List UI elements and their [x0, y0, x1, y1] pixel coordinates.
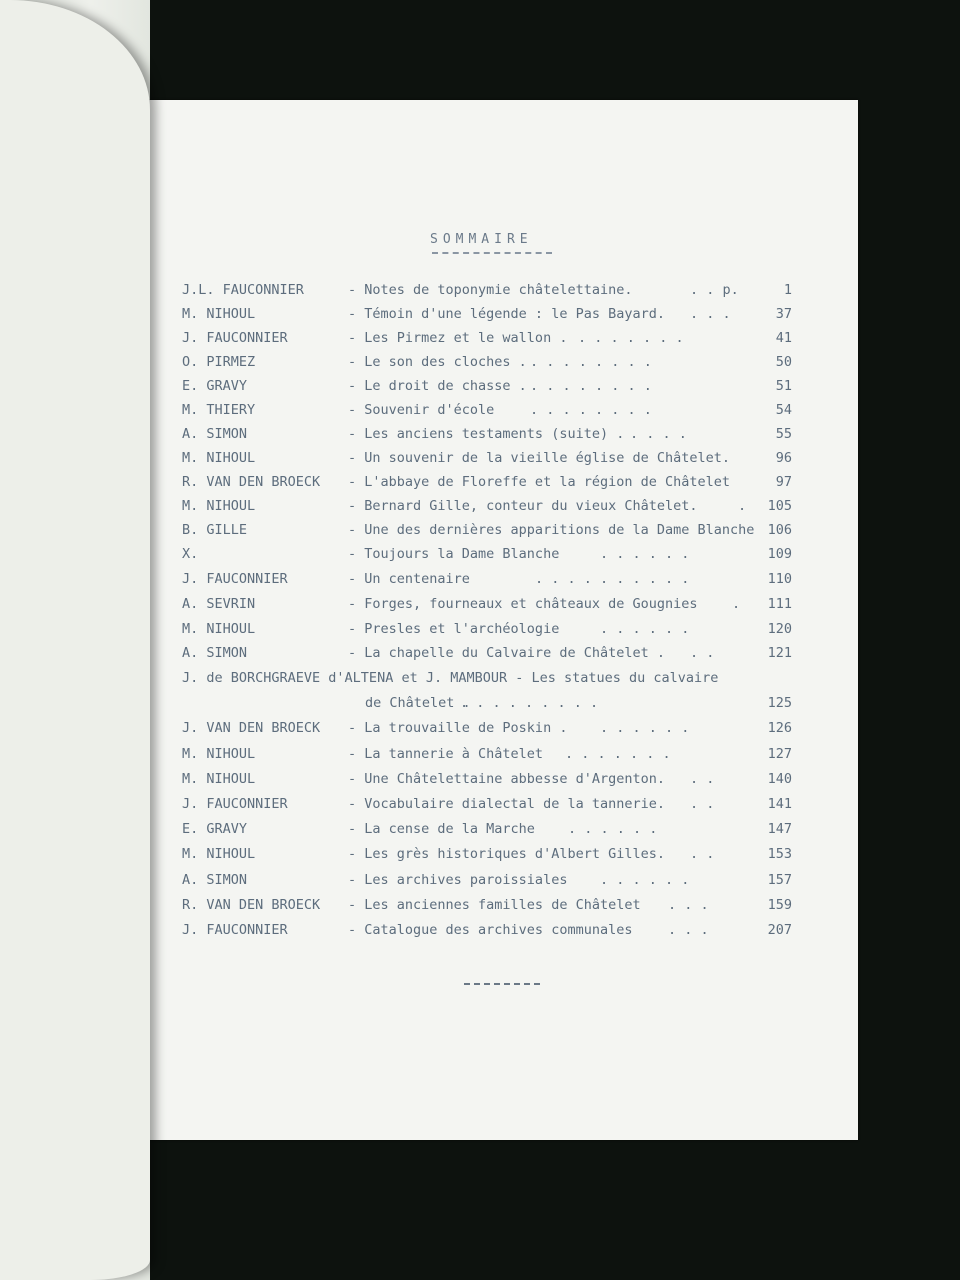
entry-leader-dots: . . .: [668, 897, 709, 913]
entry-page-number: 110: [767, 571, 792, 587]
entry-page-number: 140: [767, 771, 792, 787]
entry-page-number: 55: [775, 426, 792, 442]
entry-page-number: 125: [767, 695, 792, 711]
entry-title: - Vocabulaire dialectal de la tannerie.: [348, 796, 665, 812]
entry-author: J. de BORCHGRAEVE d'ALTENA et J. MAMBOUR - Les statues du calvaire: [182, 670, 719, 686]
toc-entry: [0, 474, 960, 494]
entry-leader-dots: . . . . . .: [600, 621, 690, 637]
entry-title: - Un souvenir de la vieille église de Châtelet.: [348, 450, 731, 466]
entry-author: A. SIMON: [182, 872, 248, 888]
toc-entry: [0, 402, 960, 422]
entry-author: R. VAN DEN BROECK: [182, 474, 321, 490]
entry-author: M. THIERY: [182, 402, 256, 418]
entry-page-number: 37: [775, 306, 792, 322]
toc-entry: [0, 621, 960, 641]
toc-entry: [0, 872, 960, 892]
entry-page-number: 111: [767, 596, 792, 612]
entry-leader-dots: . . . . . .: [600, 720, 690, 736]
toc-entry: [0, 546, 960, 566]
entry-author: E. GRAVY: [182, 378, 248, 394]
closing-rule: [464, 983, 540, 985]
toc-entry: [0, 498, 960, 518]
entry-author: A. SIMON: [182, 645, 248, 661]
entry-author: X.: [182, 546, 199, 562]
entry-title: - Toujours la Dame Blanche: [348, 546, 560, 562]
toc-entry: [0, 426, 960, 446]
entry-author: M. NIHOUL: [182, 771, 256, 787]
entry-page-number: 109: [767, 546, 792, 562]
entry-title: - La tannerie à Châtelet: [348, 746, 544, 762]
entry-title: - Notes de toponymie châtelettaine.: [348, 282, 633, 298]
entry-leader-dots: . . . . . .: [600, 546, 690, 562]
entry-leader-dots: . . . . . . . .: [530, 378, 652, 394]
entry-author: A. SIMON: [182, 426, 248, 442]
entry-page-number: 51: [775, 378, 792, 394]
entry-title: - L'abbaye de Floreffe et la région de Châtelet: [348, 474, 731, 490]
entry-title: - Les anciens testaments (suite) .: [348, 426, 625, 442]
entry-title: - La trouvaille de Poskin .: [348, 720, 568, 736]
entry-page-number: 159: [767, 897, 792, 913]
entry-author: B. GILLE: [182, 522, 248, 538]
toc-entry: [0, 670, 960, 690]
entry-page-number: 50: [775, 354, 792, 370]
entry-leader-dots: . . . . . .: [568, 821, 658, 837]
toc-entry: [0, 922, 960, 942]
entry-leader-dots: .: [732, 596, 741, 612]
entry-author: M. NIHOUL: [182, 846, 256, 862]
entry-leader-dots: . . . . . .: [600, 872, 690, 888]
entry-title: - Les grès historiques d'Albert Gilles.: [348, 846, 665, 862]
entry-leader-dots: .: [738, 498, 747, 514]
entry-title: de Châtelet .: [365, 695, 471, 711]
entry-page-number: 121: [767, 645, 792, 661]
toc-entry: [0, 746, 960, 766]
toc-entry: [0, 796, 960, 816]
entry-page-number: 127: [767, 746, 792, 762]
entry-title: - Le son des cloches .: [348, 354, 527, 370]
entry-title: - Une Châtelettaine abbesse d'Argenton.: [348, 771, 665, 787]
toc-entry: [0, 330, 960, 350]
entry-leader-dots: . . . . . . .: [578, 330, 684, 346]
entry-leader-dots: . . . . . . .: [565, 746, 671, 762]
toc-entry: [0, 846, 960, 866]
entry-title: - Les Pirmez et le wallon .: [348, 330, 568, 346]
entry-author: M. NIHOUL: [182, 498, 256, 514]
title-underline: [432, 252, 552, 254]
entry-title: - La cense de la Marche: [348, 821, 535, 837]
entry-title: - Un centenaire: [348, 571, 470, 587]
entry-author: M. NIHOUL: [182, 450, 256, 466]
entry-author: R. VAN DEN BROECK: [182, 897, 321, 913]
entry-leader-dots: . .: [690, 645, 715, 661]
toc-entry: [0, 645, 960, 665]
page-title: SOMMAIRE: [430, 232, 533, 247]
toc-entry: [0, 306, 960, 326]
toc-entry: [0, 522, 960, 542]
entry-page-number: 153: [767, 846, 792, 862]
toc-entry: [0, 354, 960, 374]
entry-page-number: 1: [783, 282, 792, 298]
entry-page-number: 106: [767, 522, 792, 538]
entry-author: J. VAN DEN BROECK: [182, 720, 321, 736]
toc-entry: [0, 571, 960, 591]
entry-leader-dots: . .: [690, 771, 715, 787]
toc-entry: [0, 282, 960, 302]
entry-title: - Presles et l'archéologie: [348, 621, 560, 637]
entry-page-number: 147: [767, 821, 792, 837]
toc-entry: [0, 596, 960, 616]
entry-leader-dots: . .: [690, 846, 715, 862]
entry-leader-dots: . . . . . . . . .: [460, 695, 599, 711]
entry-author: O. PIRMEZ: [182, 354, 256, 370]
entry-author: J. FAUCONNIER: [182, 571, 288, 587]
toc-entry: [0, 450, 960, 470]
entry-leader-dots: . . . . . . . . . .: [535, 571, 690, 587]
entry-leader-dots: . . . . . . . .: [530, 354, 652, 370]
entry-author: M. NIHOUL: [182, 621, 256, 637]
entry-page-number: 97: [775, 474, 792, 490]
entry-title: - Bernard Gille, conteur du vieux Châtelet.: [348, 498, 698, 514]
entry-leader-dots: . . .: [668, 922, 709, 938]
toc-entry: [0, 771, 960, 791]
entry-page-number: 41: [775, 330, 792, 346]
entry-leader-dots: . . .: [690, 306, 731, 322]
entry-page-number: 120: [767, 621, 792, 637]
entry-leader-dots: . . . . . . . .: [530, 402, 652, 418]
entry-page-number: 105: [767, 498, 792, 514]
entry-page-number: 126: [767, 720, 792, 736]
entry-author: E. GRAVY: [182, 821, 248, 837]
entry-author: A. SEVRIN: [182, 596, 256, 612]
entry-author: M. NIHOUL: [182, 746, 256, 762]
entry-page-number: 96: [775, 450, 792, 466]
entry-author: J. FAUCONNIER: [182, 922, 288, 938]
entry-page-number: 207: [767, 922, 792, 938]
entry-author: J. FAUCONNIER: [182, 330, 288, 346]
toc-entry: [0, 695, 960, 715]
entry-author: J. FAUCONNIER: [182, 796, 288, 812]
entry-title: - Souvenir d'école: [348, 402, 495, 418]
toc-entry: [0, 897, 960, 917]
entry-author: J.L. FAUCONNIER: [182, 282, 304, 298]
entry-page-number: 157: [767, 872, 792, 888]
entry-title: - Les archives paroissiales: [348, 872, 568, 888]
toc-entry: [0, 378, 960, 398]
entry-leader-dots: . . . .: [630, 426, 687, 442]
entry-author: M. NIHOUL: [182, 306, 256, 322]
entry-title: - Le droit de chasse .: [348, 378, 527, 394]
entry-page-number: 54: [775, 402, 792, 418]
entry-title: - Une des dernières apparitions de la Dame Blanche: [348, 522, 755, 538]
entry-title: - Témoin d'une légende : le Pas Bayard.: [348, 306, 665, 322]
entry-title: - La chapelle du Calvaire de Châtelet .: [348, 645, 665, 661]
toc-entry: [0, 720, 960, 740]
entry-leader-dots: . . p.: [690, 282, 739, 298]
toc-entry: [0, 821, 960, 841]
entry-title: - Les anciennes familles de Châtelet: [348, 897, 641, 913]
entry-title: - Forges, fourneaux et châteaux de Gougnies: [348, 596, 698, 612]
entry-page-number: 141: [767, 796, 792, 812]
entry-title: - Catalogue des archives communales: [348, 922, 633, 938]
entry-leader-dots: . .: [690, 796, 715, 812]
